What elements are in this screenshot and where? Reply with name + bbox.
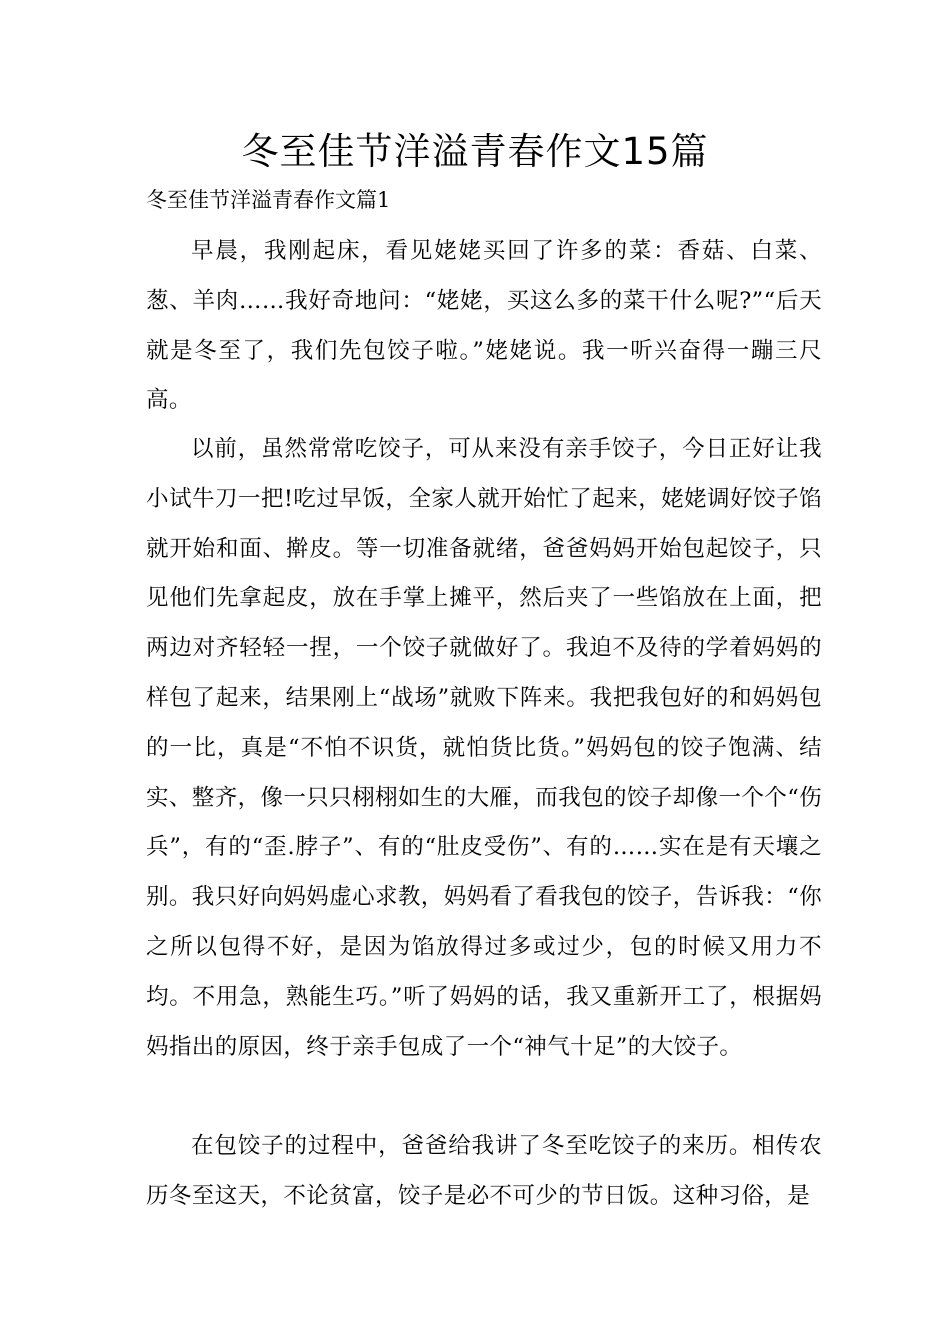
document-title: 冬至佳节洋溢青春作文15篇 [241,130,709,173]
paragraph-2: 以前，虽然常常吃饺子，可从来没有亲手饺子，今日正好让我小试牛刀一把!吃过早饭，全家人就开始忙了起来，姥姥调好饺子馅就开始和面、擀皮。等一切准备就绪，爸爸妈妈开始包起饺子，只见他们先拿起皮，放在手掌上摊平，然后夹了一些馅放在上面，把两边对齐轻轻一捏，一个饺子就做好了。我迫不及待的学着妈妈的样包了起来，结果刚上“战场”就败下阵来。我把我包好的和妈妈包的一比，真是“不怕不识货，就怕货比货。”妈妈包的饺子饱满、结实、整齐，像一只只栩栩如生的大雁，而我包的饺子却像一个个“伤兵”，有的“歪.脖子”、有的“肚皮受伤”、有的……实在是有天壤之别。我只好向妈妈虚心求教，妈妈看了看我包的饺子，告诉我：“你之所以包得不好，是因为馅放得过多或过少，包的时候又用力不均。不用急，熟能生巧。”听了妈妈的话，我又重新开工了，根据妈妈指出的原因，终于亲手包成了一个“神气十足”的大饺子。 [146,436,823,1060]
section-heading: 冬至佳节洋溢青春作文篇1 [146,188,391,212]
paragraph-1: 早晨，我刚起床，看见姥姥买回了许多的菜：香菇、白菜、葱、羊肉……我好奇地问：“姥姥，买这么多的菜干什么呢?”“后天就是冬至了，我们先包饺子啦。”姥姥说。我一听兴奋得一蹦三尺高。 [146,238,822,414]
paragraph-3: 在包饺子的过程中，爸爸给我讲了冬至吃饺子的来历。相传农历冬至这天，不论贫富，饺子是必不可少的节日饭。这种习俗，是 [146,1133,822,1209]
